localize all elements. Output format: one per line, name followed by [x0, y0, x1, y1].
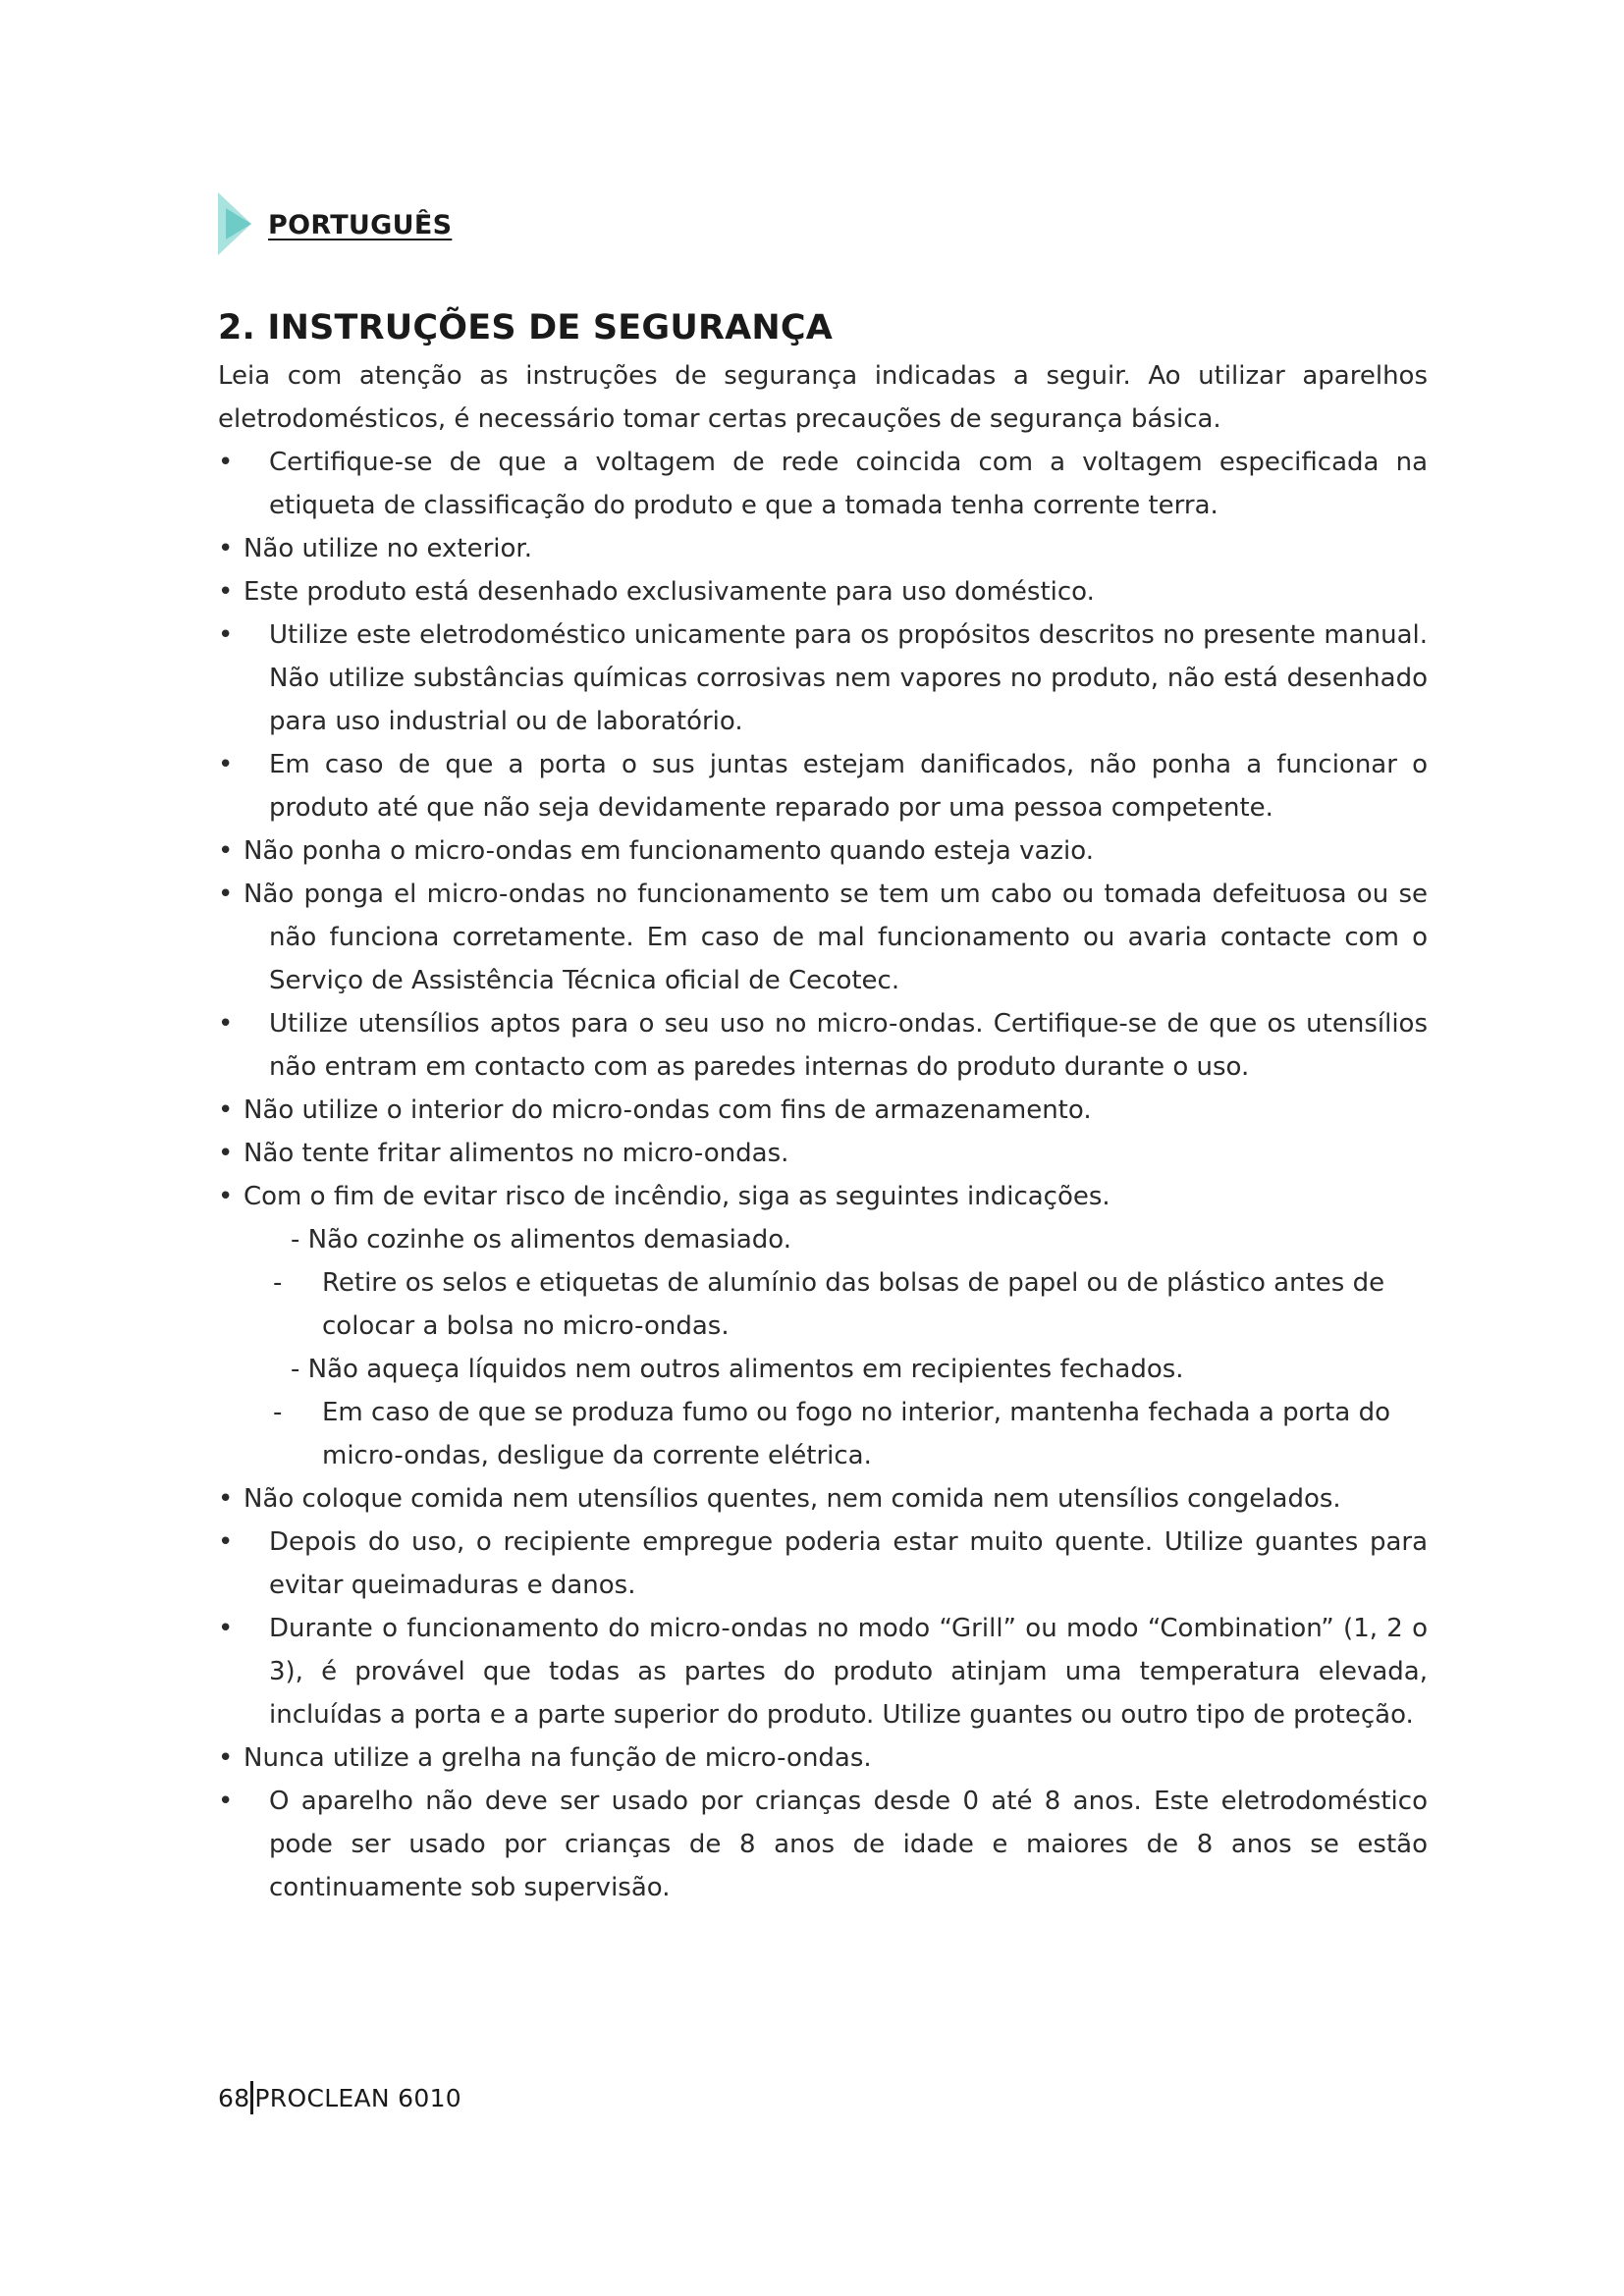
- bullet-icon: •: [218, 1614, 234, 1643]
- bullet-icon: •: [218, 1095, 234, 1125]
- page-number: 68: [218, 2083, 250, 2112]
- bullet-icon: •: [218, 1139, 234, 1168]
- bullet-icon: •: [218, 880, 234, 909]
- list-item: [218, 1780, 1428, 1909]
- bullet-icon: •: [218, 836, 234, 866]
- sub-item-text: Em caso de que se produza fumo ou fogo no interior, mantenha fechada a porta do micro-ondas, desligue da corrente elétrica.: [322, 1398, 1390, 1470]
- bullet-icon: •: [218, 448, 234, 477]
- safety-instructions: [218, 354, 1428, 1909]
- product-name: PROCLEAN 6010: [254, 2083, 461, 2112]
- list-item: [218, 1477, 1428, 1521]
- sub-item-text: Não cozinhe os alimentos demasiado.: [307, 1225, 791, 1255]
- item-text: Este produto está desenhado exclusivamente para uso doméstico.: [244, 577, 1095, 607]
- list-item: [218, 829, 1428, 873]
- item-text: Com o fim de evitar risco de incêndio, siga as seguintes indicações.: [244, 1182, 1110, 1211]
- sub-list-item: [218, 1218, 1428, 1261]
- list-item: [218, 570, 1428, 614]
- dash-icon: -: [273, 1398, 283, 1427]
- bullet-icon: •: [218, 577, 234, 607]
- item-text: Não ponha o micro-ondas em funcionamento quando esteja vazio.: [244, 836, 1094, 866]
- item-text: Utilize utensílios aptos para o seu uso no micro-ondas. Certifique-se de que os utensílios não entram em contacto com as paredes internas do produto durante o uso.: [269, 1009, 1428, 1082]
- page-footer: [218, 2081, 461, 2114]
- sub-list-item: [218, 1391, 1428, 1477]
- sub-item-text: Retire os selos e etiquetas de alumínio das bolsas de papel ou de plástico antes de colocar a bolsa no micro-ondas.: [322, 1268, 1385, 1341]
- item-text: Não coloque comida nem utensílios quentes, nem comida nem utensílios congelados.: [244, 1484, 1341, 1514]
- bullet-icon: •: [218, 1484, 234, 1514]
- list-item: [218, 873, 1428, 1002]
- dash-icon: -: [273, 1268, 283, 1298]
- list-item: [218, 614, 1428, 743]
- list-item: [218, 1089, 1428, 1132]
- dash-icon: -: [291, 1355, 300, 1384]
- bullet-icon: •: [218, 1009, 234, 1039]
- instruction-list: [218, 441, 1428, 1909]
- sub-list-item: [218, 1261, 1428, 1348]
- list-item: [218, 527, 1428, 570]
- item-text: Nunca utilize a grelha na função de micro-ondas.: [244, 1743, 872, 1773]
- list-item: [218, 1521, 1428, 1607]
- item-text: O aparelho não deve ser usado por crianças desde 0 até 8 anos. Este eletrodoméstico pode ser usado por crianças de 8 anos de idade e maiores de 8 anos se estão continuamente sob supervisão.: [269, 1787, 1428, 1902]
- list-item: [218, 1736, 1428, 1780]
- bullet-icon: •: [218, 620, 234, 650]
- dash-icon: -: [291, 1225, 300, 1255]
- intro-paragraph: Leia com atenção as instruções de segurança indicadas a seguir. Ao utilizar aparelhos eletrodomésticos, é necessário tomar certas precauções de segurança básica.: [218, 361, 1428, 434]
- list-item: [218, 743, 1428, 829]
- section-title: 2. INSTRUÇÕES DE SEGURANÇA: [218, 308, 834, 347]
- item-text: Em caso de que a porta o sus juntas estejam danificados, não ponha a funcionar o produto até que não seja devidamente reparado por uma pessoa competente.: [269, 750, 1428, 823]
- bullet-icon: •: [218, 534, 234, 563]
- sub-list-item: [218, 1348, 1428, 1391]
- bullet-icon: •: [218, 1527, 234, 1557]
- list-item: [218, 1607, 1428, 1736]
- item-text: Durante o funcionamento do micro-ondas no modo “Grill” ou modo “Combination” (1, 2 o 3), é provável que todas as partes do produto atinjam uma temperatura elevada, incluídas a porta e a parte superior do produto. Utilize guantes ou outro tipo de proteção.: [269, 1614, 1428, 1730]
- language-marker-icon: [218, 192, 251, 255]
- item-text: Utilize este eletrodoméstico unicamente para os propósitos descritos no presente manual. Não utilize substâncias químicas corrosivas nem vapores no produto, não está desenhado para uso industrial ou de laboratório.: [269, 620, 1428, 736]
- bullet-icon: •: [218, 1787, 234, 1816]
- list-item: [218, 1002, 1428, 1089]
- item-text: Não ponga el micro-ondas no funcionamento se tem um cabo ou tomada defeituosa ou se não funciona corretamente. Em caso de mal funcionamento ou avaria contacte com o Serviço de Assistência Técnica oficial de Cecotec.: [244, 880, 1428, 995]
- bullet-icon: •: [218, 750, 234, 779]
- item-text: Não tente fritar alimentos no micro-ondas.: [244, 1139, 789, 1168]
- bullet-icon: •: [218, 1743, 234, 1773]
- bullet-icon: •: [218, 1182, 234, 1211]
- list-item: [218, 441, 1428, 527]
- list-item: [218, 1175, 1428, 1218]
- item-text: Não utilize no exterior.: [244, 534, 532, 563]
- item-text: Não utilize o interior do micro-ondas com fins de armazenamento.: [244, 1095, 1092, 1125]
- item-text: Depois do uso, o recipiente empregue poderia estar muito quente. Utilize guantes para evitar queimaduras e danos.: [269, 1527, 1428, 1600]
- sub-item-text: Não aqueça líquidos nem outros alimentos em recipientes fechados.: [307, 1355, 1184, 1384]
- item-text: Certifique-se de que a voltagem de rede coincida com a voltagem especificada na etiqueta de classificação do produto e que a tomada tenha corrente terra.: [269, 448, 1428, 520]
- language-label: PORTUGUÊS: [268, 210, 453, 240]
- list-item: [218, 1132, 1428, 1175]
- footer-divider: [250, 2081, 253, 2114]
